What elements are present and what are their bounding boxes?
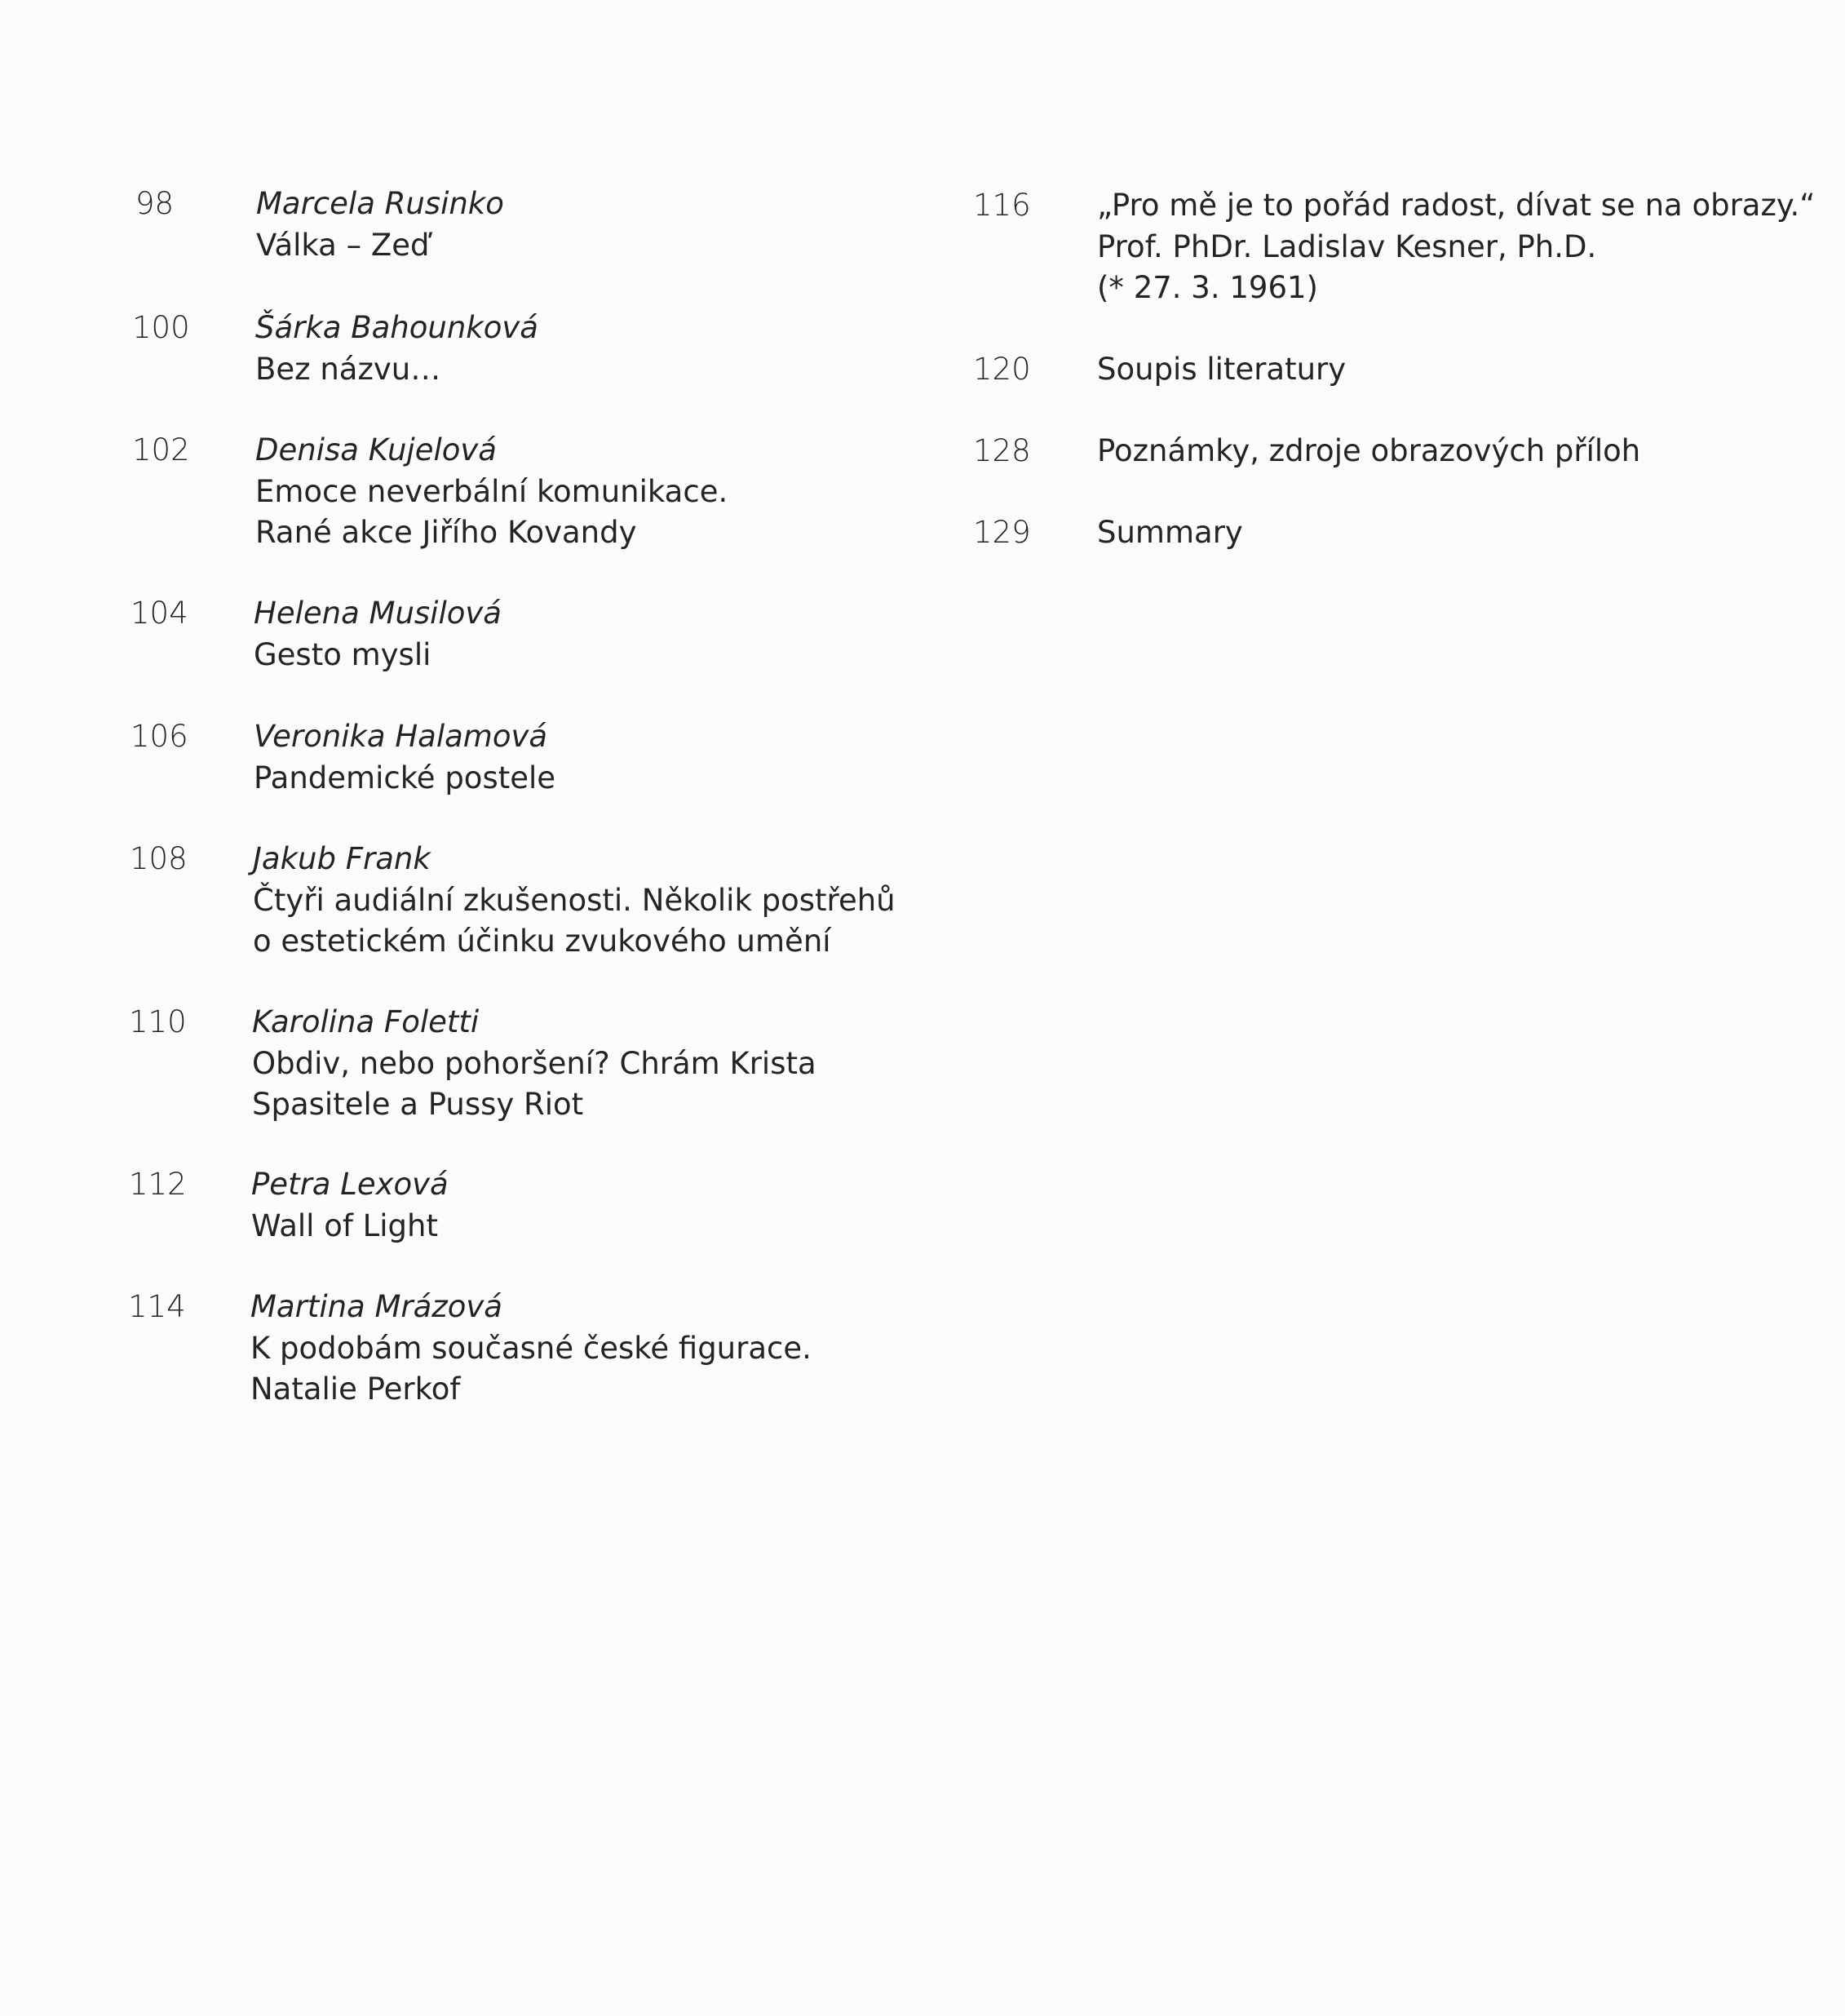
page-number: 114 [128, 1289, 186, 1324]
author-name: Jakub Frank [253, 841, 431, 876]
entry-title-line: Poznámky, zdroje obrazových příloh [1097, 433, 1641, 468]
page-number: 129 [973, 515, 1031, 550]
entry-title-line: Pandemické postele [254, 760, 556, 795]
entry-title-line: Prof. PhDr. Ladislav Kesner, Ph.D. [1097, 228, 1597, 264]
page-number: 128 [973, 433, 1031, 468]
entry-title-line: Gesto mysli [254, 636, 431, 672]
page-number: 110 [129, 1004, 187, 1039]
author-name: Šárka Bahounková [255, 310, 538, 345]
page-number: 102 [132, 432, 190, 467]
author-name: Martina Mrázová [250, 1289, 502, 1324]
author-name: Petra Lexová [251, 1167, 449, 1202]
entry-title-line: Čtyři audiální zkušenosti. Několik postřehů [253, 882, 896, 918]
page-number: 104 [131, 596, 188, 631]
page-number: 100 [132, 310, 190, 345]
entry-title-line: Obdiv, nebo pohoršení? Chrám Krista [252, 1045, 816, 1081]
entry-title-line: Rané akce Jiřího Kovandy [255, 515, 637, 550]
entry-title-line: K podobám současné české figurace. [250, 1330, 812, 1366]
entry-title-line: Spasitele a Pussy Riot [252, 1087, 584, 1122]
page-number: 120 [973, 352, 1031, 387]
entry-title-line: Summary [1097, 515, 1243, 550]
entry-title-line: o estetickém účinku zvukového umění [253, 924, 831, 959]
entry-title-line: (* 27. 3. 1961) [1097, 270, 1318, 305]
entry-title-line: Emoce neverbální komunikace. [255, 473, 728, 509]
entry-title-line: Válka – Zeď [256, 227, 430, 263]
author-name: Helena Musilová [254, 596, 502, 631]
entry-title-line: „Pro mě je to pořád radost, dívat se na obrazy.“ [1097, 188, 1816, 223]
author-name: Denisa Kujelová [255, 432, 497, 467]
entry-title-line: Soupis literatury [1097, 352, 1347, 387]
page-number: 108 [130, 841, 188, 876]
page-number: 106 [131, 719, 188, 754]
page-number: 112 [129, 1167, 187, 1202]
author-name: Karolina Foletti [252, 1004, 480, 1039]
page-number: 116 [973, 188, 1031, 223]
entry-title-line: Bez názvu… [255, 351, 441, 387]
author-name: Veronika Halamová [254, 719, 548, 754]
author-name: Marcela Rusinko [256, 186, 504, 221]
entry-title-line: Natalie Perkof [250, 1371, 461, 1407]
page-number: 98 [135, 186, 175, 221]
entry-title-line: Wall of Light [251, 1207, 438, 1243]
